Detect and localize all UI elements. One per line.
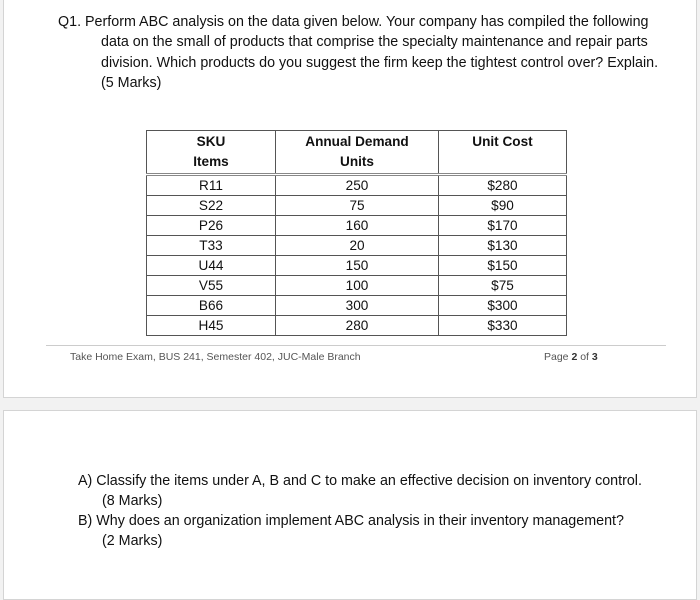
- demand-cell: 250: [276, 175, 439, 196]
- question-marks: (5 Marks): [101, 74, 162, 91]
- sku-cell: H45: [147, 316, 276, 336]
- unit-cost-cell: $330: [439, 316, 567, 336]
- page-2: [3, 0, 697, 398]
- demand-cell: 100: [276, 276, 439, 296]
- unit-cost-cell: $75: [439, 276, 567, 296]
- sku-cell: R11: [147, 175, 276, 196]
- unit-cost-cell: $90: [439, 196, 567, 216]
- part-a-marks: (8 Marks): [102, 493, 163, 509]
- unit-cost-cell: $300: [439, 296, 567, 316]
- part-b-marks: (2 Marks): [102, 533, 163, 549]
- table-row: [147, 296, 567, 316]
- unit-cost-cell: $280: [439, 175, 567, 196]
- sku-cell: S22: [147, 196, 276, 216]
- demand-cell: 160: [276, 216, 439, 236]
- demand-cell: 150: [276, 256, 439, 276]
- header-unit-cost: Unit Cost: [439, 131, 567, 175]
- question-line: data on the small of products that comprise the specialty maintenance and repair parts: [101, 34, 648, 51]
- footer-divider: [46, 345, 666, 346]
- table-row: [147, 276, 567, 296]
- sku-cell: V55: [147, 276, 276, 296]
- unit-cost-cell: $130: [439, 236, 567, 256]
- demand-cell: 300: [276, 296, 439, 316]
- table-header-row: [147, 131, 567, 175]
- table-row: [147, 256, 567, 276]
- demand-cell: 75: [276, 196, 439, 216]
- demand-cell: 20: [276, 236, 439, 256]
- table-row: [147, 316, 567, 336]
- sku-cell: P26: [147, 216, 276, 236]
- table-row: [147, 236, 567, 256]
- question-line: Q1. Perform ABC analysis on the data given below. Your company has compiled the following: [58, 14, 649, 30]
- table-row: [147, 216, 567, 236]
- demand-cell: 280: [276, 316, 439, 336]
- table-row: [147, 196, 567, 216]
- question-line: division. Which products do you suggest the firm keep the tightest control over? Explain.: [101, 54, 659, 71]
- page-number: Page 2 of 3: [544, 351, 598, 363]
- question-1: [58, 12, 688, 93]
- sku-cell: T33: [147, 236, 276, 256]
- part-b: B) Why does an organization implement ABC analysis in their inventory management?: [78, 513, 624, 529]
- header-sku: SKU Items: [147, 131, 276, 175]
- unit-cost-cell: $150: [439, 256, 567, 276]
- sku-cell: B66: [147, 296, 276, 316]
- question-parts: [78, 471, 688, 551]
- part-a: A) Classify the items under A, B and C to make an effective decision on inventory control.: [78, 473, 642, 489]
- header-annual-demand: Annual Demand Units: [276, 131, 439, 175]
- sku-cell: U44: [147, 256, 276, 276]
- table-row: [147, 175, 567, 196]
- footer-title: Take Home Exam, BUS 241, Semester 402, JUC-Male Branch: [70, 351, 361, 363]
- page-3: [3, 410, 697, 600]
- sku-table: [146, 130, 567, 336]
- unit-cost-cell: $170: [439, 216, 567, 236]
